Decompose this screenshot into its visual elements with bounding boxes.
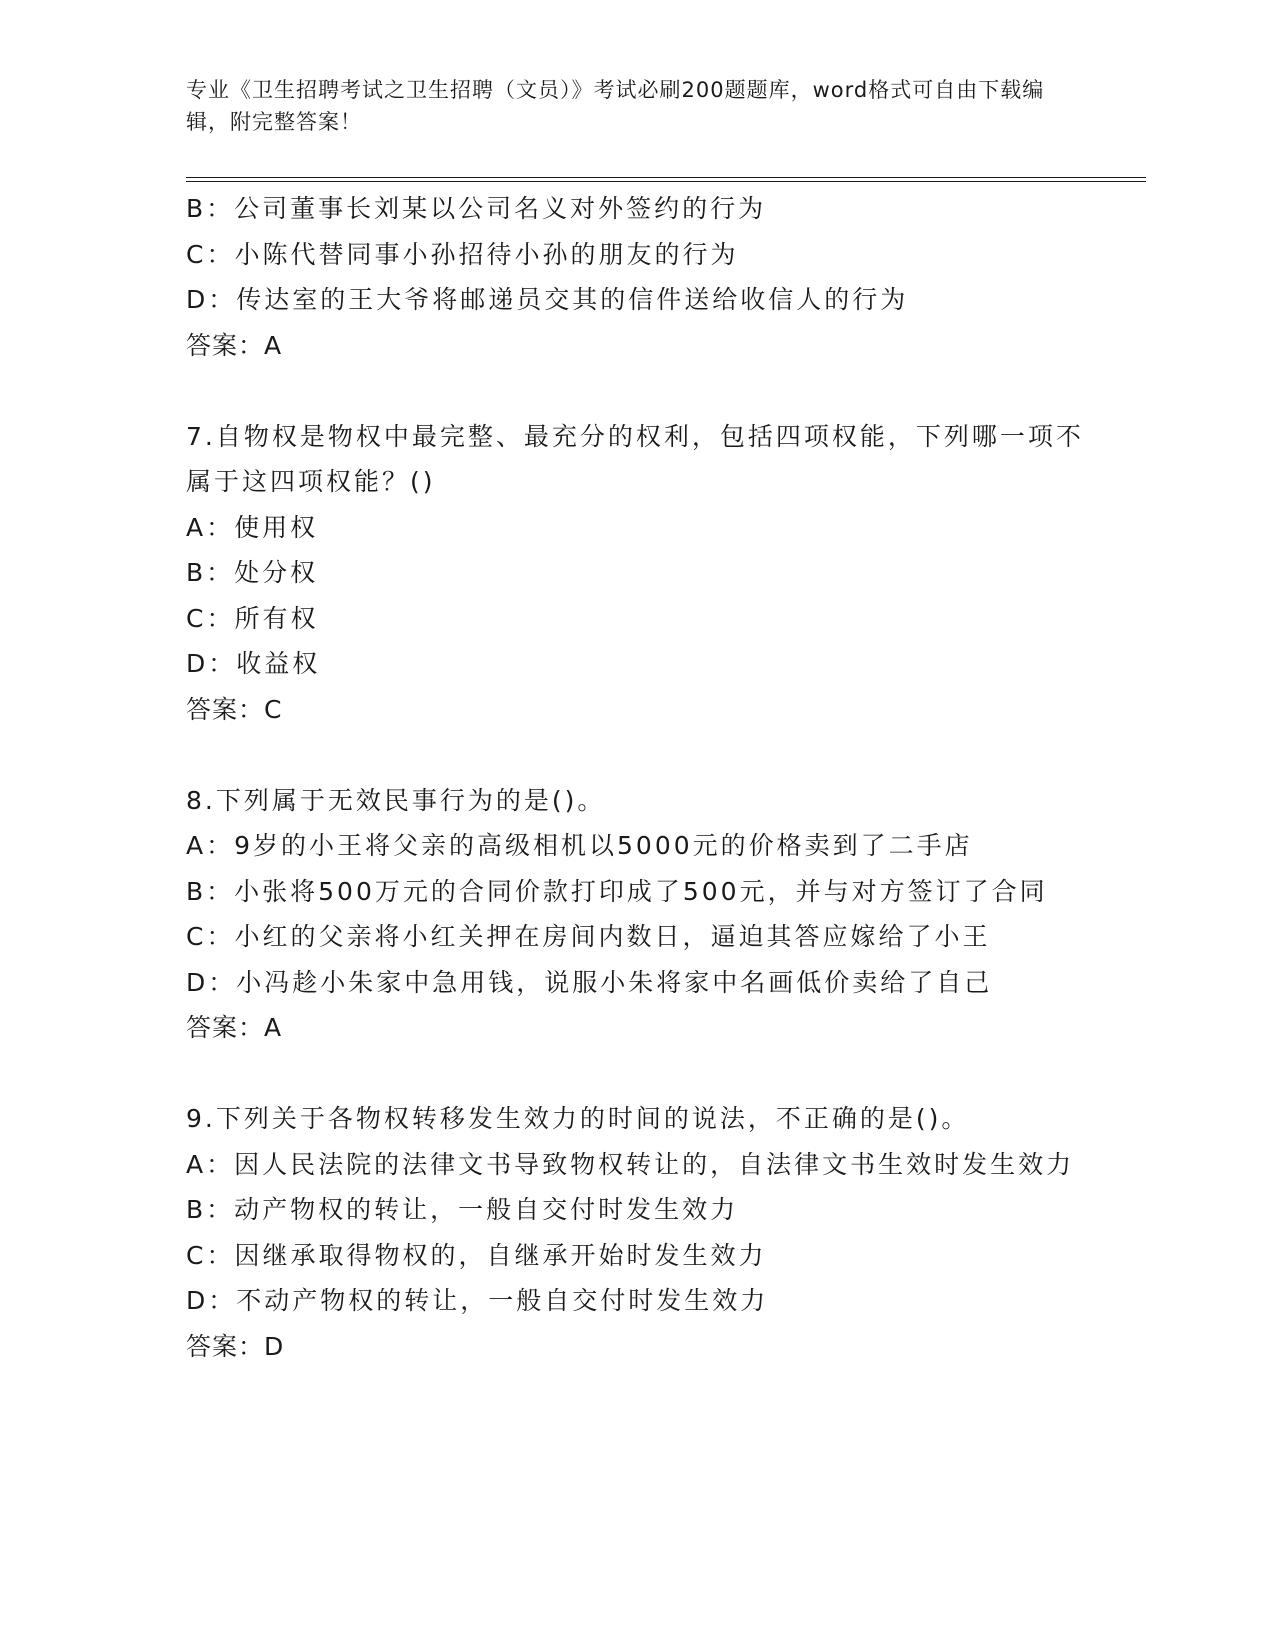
question-7-option-c: C：所有权 <box>186 603 319 633</box>
question-9-option-c: C：因继承取得物权的，自继承开始时发生效力 <box>186 1240 767 1270</box>
question-9-option-a: A：因人民法院的法律文书导致物权转让的，自法律文书生效时发生效力 <box>186 1149 1075 1179</box>
question-7 <box>186 414 1086 733</box>
question-9 <box>186 1096 1086 1369</box>
question-8-option-c: C：小红的父亲将小红关押在房间内数日，逼迫其答应嫁给了小王 <box>186 922 991 951</box>
question-7-option-a: A：使用权 <box>186 512 319 542</box>
question-9-option-b: B：动产物权的转让，一般自交付时发生效力 <box>186 1195 739 1224</box>
question-9-stem: 9.下列关于各物权转移发生效力的时间的说法，不正确的是()。 <box>186 1104 970 1133</box>
question-6-option-c: C：小陈代替同事小孙招待小孙的朋友的行为 <box>186 239 739 269</box>
question-list <box>186 186 1086 1369</box>
spacer <box>186 368 1086 414</box>
question-7-stem: 7.自物权是物权中最完整、最充分的权利，包括四项权能，下列哪一项不属于这四项权能？() <box>186 421 1084 496</box>
question-7-option-b: B：处分权 <box>186 558 319 587</box>
header-divider <box>186 177 1146 182</box>
question-8-option-a: A：9岁的小王将父亲的高级相机以5000元的价格卖到了二手店 <box>186 831 973 860</box>
question-6 <box>186 186 1086 368</box>
question-7-option-d: D：收益权 <box>186 649 321 678</box>
question-8-stem: 8.下列属于无效民事行为的是()。 <box>186 785 606 815</box>
spacer <box>186 732 1086 778</box>
question-6-option-d: D：传达室的王大爷将邮递员交其的信件送给收信人的行为 <box>186 285 909 314</box>
question-9-answer: 答案：D <box>186 1331 285 1361</box>
question-8 <box>186 778 1086 1051</box>
document-header: 专业《卫生招聘考试之卫生招聘（文员）》考试必刷200题题库，word格式可自由下载编辑，附完整答案！ <box>186 78 1045 134</box>
question-9-option-d: D：不动产物权的转让，一般自交付时发生效力 <box>186 1286 769 1315</box>
question-7-answer: 答案：C <box>186 694 283 724</box>
question-8-option-d: D：小冯趁小朱家中急用钱，说服小朱将家中名画低价卖给了自己 <box>186 967 993 997</box>
question-6-option-b: B：公司董事长刘某以公司名义对外签约的行为 <box>186 194 767 223</box>
spacer <box>186 1051 1086 1097</box>
question-8-option-b: B：小张将500万元的合同价款打印成了500元，并与对方签订了合同 <box>186 876 1048 906</box>
question-8-answer: 答案：A <box>186 1013 283 1042</box>
question-6-answer: 答案：A <box>186 330 283 360</box>
